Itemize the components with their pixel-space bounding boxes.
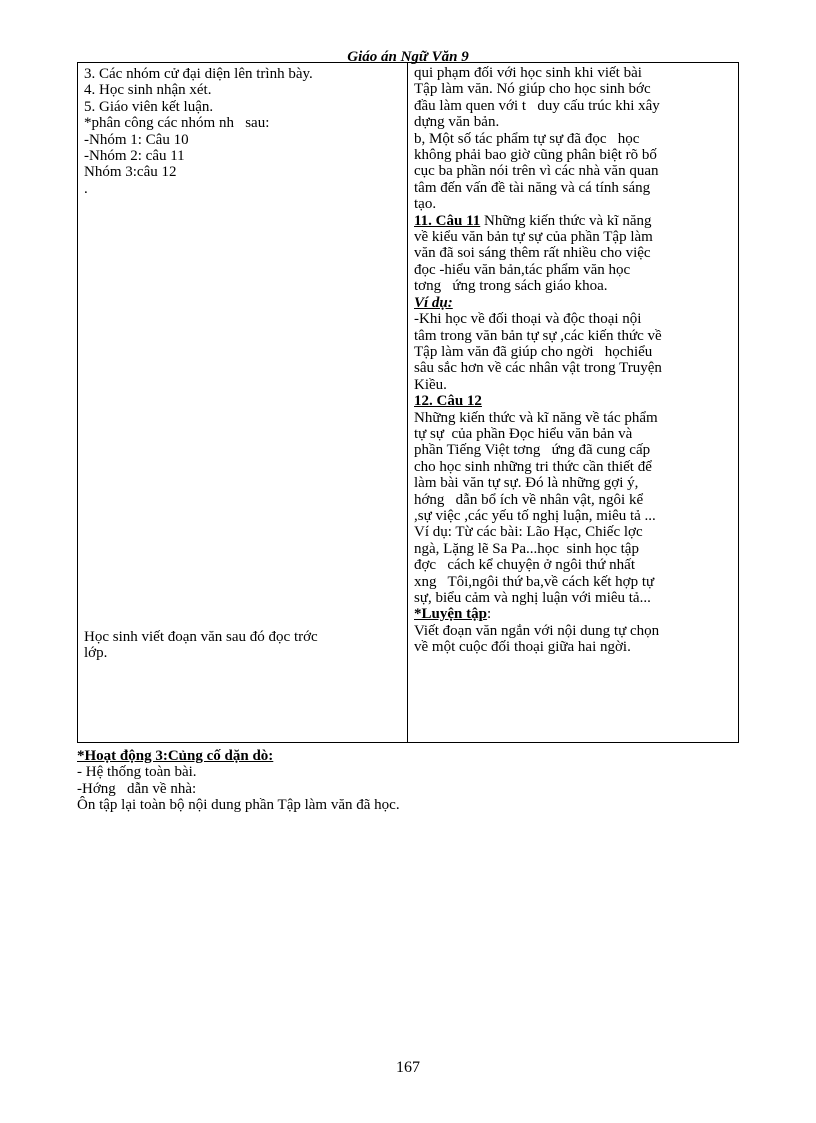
right-line: tự sự của phần Đọc hiểu văn bản và	[414, 425, 633, 442]
practice-heading-suffix: :	[486, 606, 492, 623]
left-line: lớp.	[84, 645, 108, 662]
q11-first-line	[414, 213, 734, 229]
left-line: -Nhóm 1: Câu 10	[84, 131, 189, 148]
right-line: sự, biểu cảm và nghị luận với miêu tả...	[414, 590, 651, 606]
example-label: Ví dụ:	[414, 294, 453, 311]
right-line: đợc cách kể chuyện ở ngôi thứ nhất	[414, 557, 636, 574]
right-line: tơng ứng trong sách giáo khoa.	[414, 278, 608, 295]
right-line: đầu làm quen với t duy cấu trúc khi xây	[414, 97, 660, 114]
practice-heading: *Luyện tập	[414, 606, 487, 623]
right-line: Viết đoạn văn ngắn với nội dung tự chọn	[414, 622, 660, 639]
right-line: xng Tôi,ngôi thứ ba,về cách kết hợp tự	[414, 573, 655, 590]
right-line: Tập làm văn đã giúp cho ngời họchiểu	[414, 343, 653, 360]
practice-heading-line	[414, 606, 734, 622]
right-line: Ví dụ: Từ các bài: Lão Hạc, Chiếc lợc	[414, 524, 643, 541]
right-line: Những kiến thức và kĩ năng về tác phẩm	[414, 409, 658, 426]
left-line: 5. Giáo viên kết luận.	[84, 98, 214, 115]
right-line: làm bài văn tự sự. Đó là những gợi ý,	[414, 475, 639, 492]
page-header: Giáo án Ngữ Văn 9	[347, 49, 469, 65]
content-column	[408, 63, 738, 742]
left-line: -Nhóm 2: câu 11	[84, 148, 185, 165]
q12-heading: 12. Câu 12	[414, 393, 482, 410]
activity-3-heading: *Hoạt động 3:Củng cố dặn dò:	[77, 748, 274, 764]
q11-first-text: Những kiến thức và kĩ năng	[480, 212, 652, 229]
left-line: 3. Các nhóm cử đại diện lên trình bày.	[84, 66, 313, 82]
activity-line: Ôn tập lại toàn bộ nội dung phần Tập làm văn đã học.	[77, 797, 400, 814]
right-line: về một cuộc đối thoại giữa hai ngời.	[414, 639, 631, 656]
activity-line: -Hớng dẫn về nhà:	[77, 780, 197, 797]
right-line: b, Một số tác phẩm tự sự đã đọc học	[414, 130, 640, 147]
left-line: 4. Học sinh nhận xét.	[84, 82, 212, 99]
right-line: văn đã soi sáng thêm rất nhiều cho việc	[414, 245, 651, 262]
right-line: hớng dẫn bổ ích về nhân vật, ngôi kể	[414, 491, 644, 508]
right-line: tâm đến vấn đề tài năng và cá tính sáng	[414, 179, 651, 196]
left-line: Nhóm 3:câu 12	[84, 164, 177, 181]
left-line: *phân công các nhóm nh sau:	[84, 115, 270, 132]
right-line: không phải bao giờ cũng phân biệt rõ bố	[414, 147, 657, 164]
right-line: về kiểu văn bản tự sự của phần Tập làm	[414, 229, 653, 246]
right-line: qui phạm đối với học sinh khi viết bài	[414, 65, 642, 81]
right-line: ,sự việc ,các yếu tố nghị luận, miêu tả ...	[414, 507, 656, 524]
right-line: -Khi học về đối thoại và độc thoại nội	[414, 311, 642, 328]
left-line: Học sinh viết đoạn văn sau đó đọc trớc	[84, 629, 318, 645]
activity-line: - Hệ thống toàn bài.	[77, 764, 197, 781]
right-line: Kiều.	[414, 376, 447, 393]
page-number: 167	[396, 1059, 420, 1076]
right-line: ngà, Lặng lẽ Sa Pa...học sinh học tập	[414, 540, 639, 557]
right-line: tâm trong văn bản tự sự ,các kiến thức về	[414, 327, 662, 344]
right-line: sâu sắc hơn về các nhân vật trong Truyện	[414, 360, 662, 377]
lesson-table	[77, 62, 739, 743]
right-line: phần Tiếng Việt tơng ứng đã cung cấp	[414, 442, 651, 459]
right-line: Tập làm văn. Nó giúp cho học sinh bớc	[414, 81, 651, 98]
right-line: tạo.	[414, 196, 437, 213]
left-line: .	[84, 180, 88, 197]
teacher-student-column	[78, 63, 408, 742]
right-line: cho học sinh những tri thức cần thiết để	[414, 458, 652, 475]
right-line: đọc -hiểu văn bản,tác phẩm văn học	[414, 261, 631, 278]
q11-heading: 11. Câu 11	[414, 212, 481, 229]
right-line: dựng văn bản.	[414, 114, 500, 131]
activity-3-section	[77, 748, 737, 814]
right-line: cục ba phần nói trên vì các nhà văn quan	[414, 163, 659, 180]
practice-instruction	[84, 629, 394, 662]
